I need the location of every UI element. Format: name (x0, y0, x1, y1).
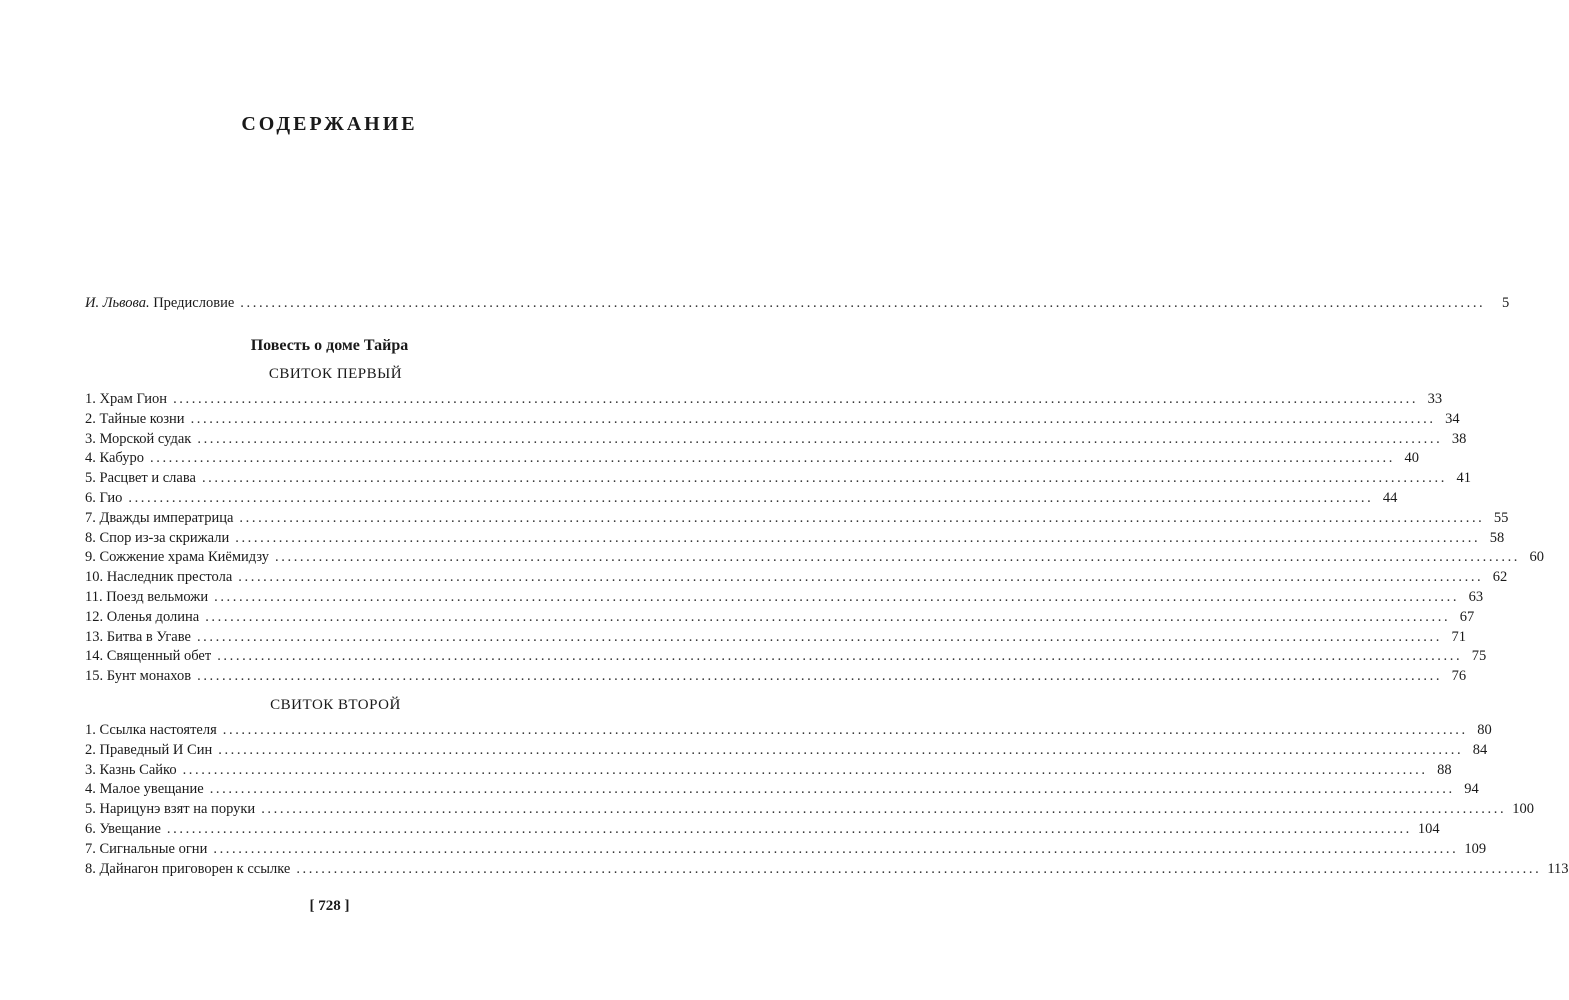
toc-entry (85, 508, 1509, 528)
toc-entry-label: 4. Малое увещание (85, 781, 204, 798)
toc-entry-page: 38 (1451, 430, 1467, 447)
toc-entry (85, 528, 1505, 548)
toc-entry-page: 5 (1502, 295, 1510, 311)
toc-entry-page: 60 (1529, 549, 1545, 566)
dot-leader: ........................................................................................................................................................................................................ (205, 608, 1451, 625)
toc-entry-label: 3. Морской судак (85, 430, 192, 447)
toc-entry-page: 76 (1451, 668, 1467, 685)
dot-leader: ........................................................................................................................................................................................................ (166, 821, 1412, 837)
toc-entry (85, 587, 1484, 607)
dot-leader: ........................................................................................................................................................................................................ (190, 410, 1436, 427)
toc-entry-page: 88 (1437, 761, 1452, 778)
toc-entry-page: 40 (1404, 450, 1419, 467)
preface-author: И. Львова. (85, 295, 150, 311)
toc-entry-page: 44 (1382, 490, 1398, 506)
toc-entry (85, 760, 1452, 780)
toc-entry-label (85, 293, 234, 313)
dot-leader: ........................................................................................................................................................................................................ (209, 781, 1455, 798)
toc-entry (85, 448, 1419, 468)
toc-entry-page: 71 (1451, 628, 1466, 645)
dot-leader: ........................................................................................................................................................................................................ (197, 430, 1443, 447)
toc-entry-label: 14. Священный обет (85, 648, 212, 665)
toc-entry (85, 819, 1440, 839)
toc-entry-preface (85, 293, 1510, 313)
toc-entry-page: 41 (1456, 470, 1471, 487)
dot-leader: ........................................................................................................................................................................................................ (235, 529, 1481, 546)
scroll-title: СВИТОК ВТОРОЙ (270, 697, 401, 713)
toc-entry-label: 15. Бунт монахов (85, 668, 192, 685)
toc-entry (85, 646, 1487, 666)
toc-entry-page: 100 (1512, 801, 1534, 818)
toc-entry (85, 547, 1545, 567)
scroll-title: СВИТОК ПЕРВЫЙ (268, 366, 403, 382)
toc-entry (85, 627, 1466, 647)
toc-entry (85, 429, 1467, 449)
dot-leader: ........................................................................................................................................................................................................ (239, 509, 1485, 526)
dot-leader: ........................................................................................................................................................................................................ (240, 295, 1486, 311)
toc-entry-label: 5. Расцвет и слава (85, 470, 196, 487)
toc-entry-page: 84 (1472, 741, 1488, 758)
dot-leader: ........................................................................................................................................................................................................ (173, 391, 1419, 407)
toc-entry-label: 5. Нарицунэ взят на поруки (85, 801, 256, 818)
toc-entry (85, 389, 1443, 409)
toc-entry-page: 34 (1445, 410, 1460, 427)
toc-entry-page: 94 (1464, 781, 1479, 798)
toc-entry (85, 468, 1471, 488)
toc-entry-label: 6. Увещание (85, 821, 161, 837)
dot-leader: ........................................................................................................................................................................................................ (275, 549, 1521, 566)
toc-entry (85, 720, 1492, 740)
toc-entry (85, 607, 1475, 627)
toc-entry-page: 75 (1471, 648, 1487, 665)
dot-leader: ........................................................................................................................................................................................................ (201, 470, 1447, 487)
toc-entry-label: 1. Ссылка настоятеля (85, 722, 217, 738)
toc-entry-label: 1. Храм Гион (85, 391, 168, 407)
book-title: Повесть о доме Тайра (250, 337, 409, 354)
toc-entry-label: 3. Казнь Сайко (85, 761, 177, 778)
dot-leader: ........................................................................................................................................................................................................ (182, 761, 1428, 778)
toc-entry-label: 4. Кабуро (85, 450, 144, 467)
toc-entry-page: 63 (1468, 589, 1484, 605)
toc-entry (85, 409, 1460, 429)
toc-entry-label: 13. Битва в Угаве (85, 628, 191, 645)
dot-leader: ........................................................................................................................................................................................................ (217, 648, 1463, 665)
dot-leader: ........................................................................................................................................................................................................ (196, 628, 1442, 645)
toc-entry-label: 10. Наследник престола (85, 569, 233, 586)
toc-entry-page: 62 (1492, 569, 1508, 586)
toc-entry-page: 80 (1477, 722, 1492, 738)
dot-leader: ........................................................................................................................................................................................................ (222, 722, 1468, 738)
page-title: СОДЕРЖАНИЕ (241, 113, 418, 135)
toc-entry-label: 7. Дважды императрица (85, 509, 234, 526)
dot-leader: ........................................................................................................................................................................................................ (296, 860, 1542, 877)
toc-entry-page: 67 (1459, 608, 1475, 625)
preface-title: Предисловие (153, 295, 235, 311)
toc-entry-label: 6. Гио (85, 490, 123, 506)
toc-entry-label: 8. Дайнагон приговорен к ссылке (85, 860, 291, 877)
dot-leader: ........................................................................................................................................................................................................ (150, 450, 1395, 467)
toc-entry-page: 33 (1427, 391, 1443, 407)
toc-entry-label: 7. Сигнальные огни (85, 840, 208, 857)
toc-entry-label: 8. Спор из-за скрижали (85, 529, 230, 546)
page-number: [ 728 ] (309, 898, 350, 914)
toc-entry (85, 740, 1488, 760)
toc-entry (85, 859, 1569, 879)
toc-entry-page: 104 (1417, 821, 1440, 837)
toc-entry-label: 2. Праведный И Син (85, 741, 213, 758)
dot-leader: ........................................................................................................................................................................................................ (214, 589, 1460, 605)
toc-entry-label: 12. Оленья долина (85, 608, 200, 625)
toc-entry (85, 779, 1479, 799)
dot-leader: ........................................................................................................................................................................................................ (213, 840, 1459, 857)
toc-entry-page: 58 (1489, 529, 1505, 546)
toc-entry-page: 55 (1493, 509, 1509, 526)
toc-entry (85, 488, 1398, 508)
toc-entry-page: 109 (1464, 840, 1487, 857)
toc-entry-page: 113 (1547, 860, 1569, 877)
toc-entry-label: 11. Поезд вельможи (85, 589, 209, 605)
dot-leader: ........................................................................................................................................................................................................ (261, 801, 1507, 818)
toc-entry-label: 2. Тайные козни (85, 410, 185, 427)
dot-leader: ........................................................................................................................................................................................................ (238, 569, 1484, 586)
toc-entry-label: 9. Сожжение храма Киёмидзу (85, 549, 270, 566)
toc-entry (85, 567, 1508, 587)
dot-leader: ........................................................................................................................................................................................................ (197, 668, 1443, 685)
dot-leader: ........................................................................................................................................................................................................ (218, 741, 1464, 758)
toc-entry (85, 839, 1487, 859)
dot-leader: ........................................................................................................................................................................................................ (128, 490, 1374, 506)
toc-entry (85, 799, 1534, 819)
toc-entry (85, 666, 1467, 686)
